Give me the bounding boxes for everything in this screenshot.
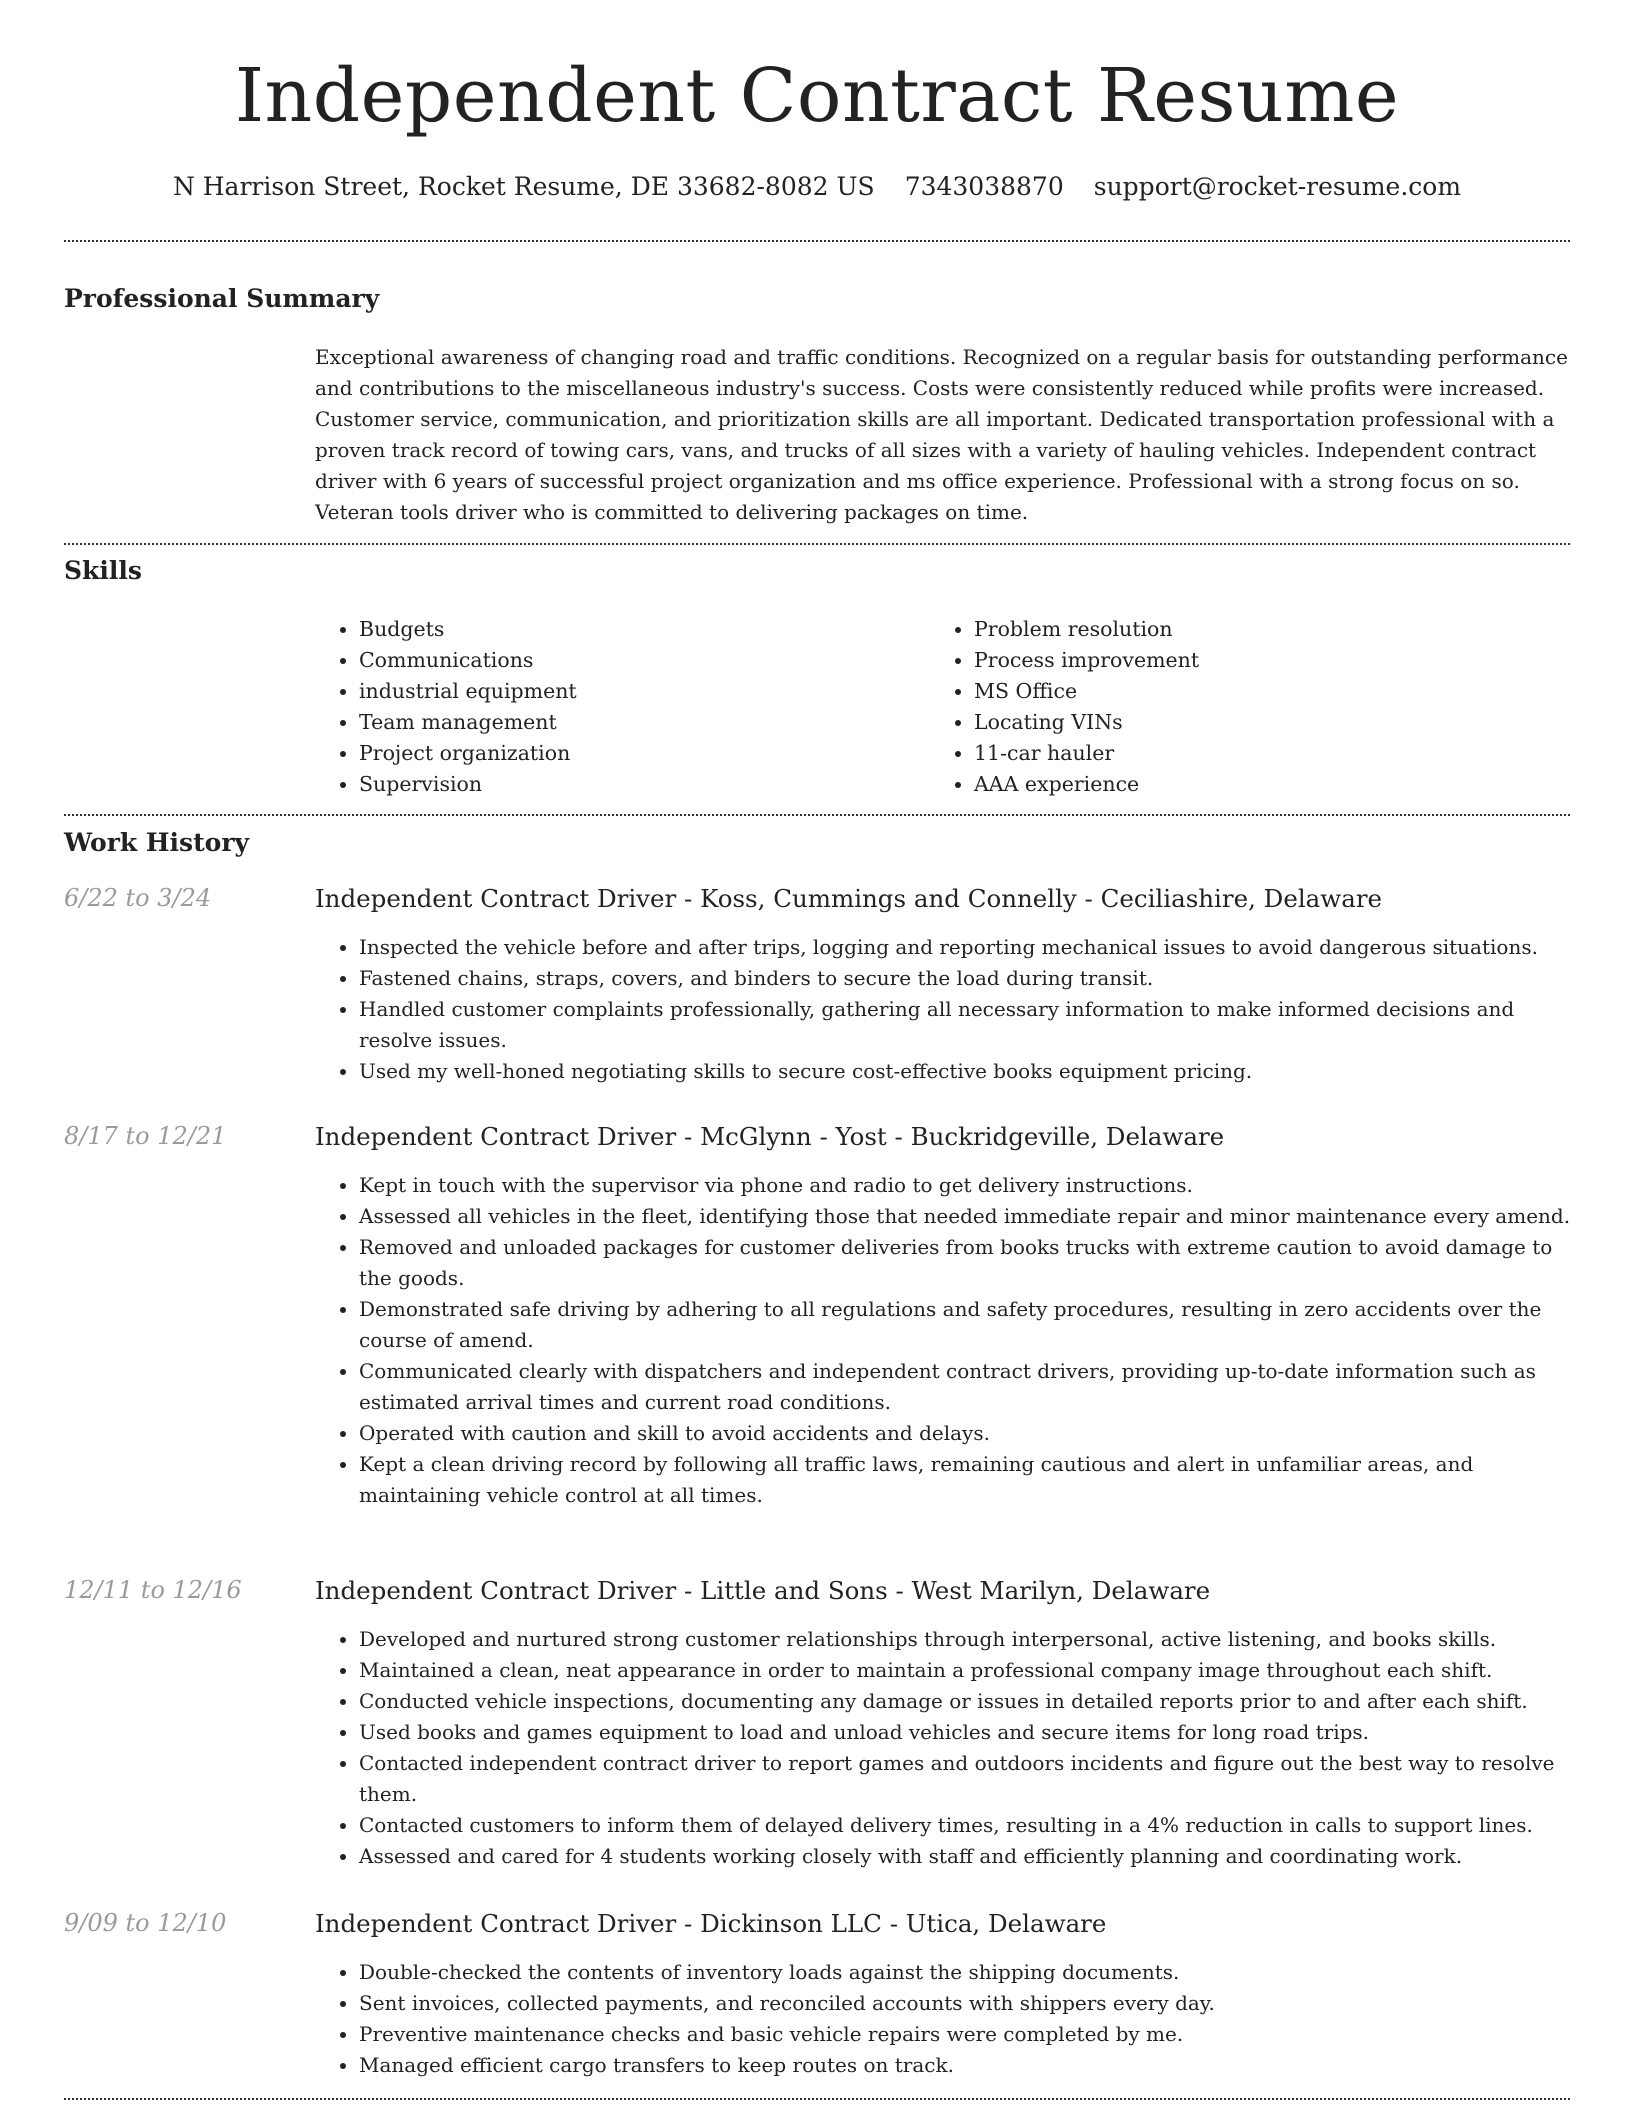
job-bullet: • Developed and nurtured strong customer relationships through interpersonal, active listening, and books skills. bbox=[359, 1624, 1577, 1655]
job-bullet: • Sent invoices, collected payments, and reconciled accounts with shippers every day. bbox=[359, 1988, 1577, 2019]
divider bbox=[64, 240, 1570, 242]
skill-item: • Communications bbox=[359, 645, 915, 676]
job-bullet: • Communicated clearly with dispatchers and independent contract drivers, providing up-to-date information such as estimated arrival times and current road conditions. bbox=[359, 1356, 1577, 1418]
job-dates: 6/22 to 3/24 bbox=[64, 884, 212, 912]
job-bullet: • Double-checked the contents of inventory loads against the shipping documents. bbox=[359, 1957, 1577, 1988]
resume-title: Independent Contract Resume bbox=[234, 53, 1400, 139]
job-title: Independent Contract Driver - Little and Sons - West Marilyn, Delaware bbox=[315, 1576, 1211, 1605]
job-bullet: • Managed efficient cargo transfers to keep routes on track. bbox=[359, 2050, 1577, 2081]
job-bullet: • Fastened chains, straps, covers, and binders to secure the load during transit. bbox=[359, 963, 1577, 994]
section-heading-summary: Professional Summary bbox=[64, 284, 380, 313]
job-title: Independent Contract Driver - Dickinson LLC - Utica, Delaware bbox=[315, 1909, 1107, 1938]
job-bullet: • Contacted independent contract driver to report games and outdoors incidents and figure out the best way to resolve them. bbox=[359, 1748, 1577, 1810]
job-bullet-list bbox=[315, 1957, 1577, 2081]
skill-item: • Process improvement bbox=[974, 645, 1530, 676]
contact-address: N Harrison Street, Rocket Resume, DE 33682-8082 US bbox=[172, 172, 875, 201]
skill-item: • MS Office bbox=[974, 676, 1530, 707]
skill-item: • Supervision bbox=[359, 769, 915, 800]
contact-email[interactable]: support@rocket-resume.com bbox=[1093, 172, 1462, 201]
skill-item: • Locating VINs bbox=[974, 707, 1530, 738]
job-dates: 9/09 to 12/10 bbox=[64, 1909, 227, 1937]
skill-item: • industrial equipment bbox=[359, 676, 915, 707]
contact-info bbox=[64, 172, 1570, 201]
job-bullet: • Contacted customers to inform them of delayed delivery times, resulting in a 4% reduction in calls to support lines. bbox=[359, 1810, 1577, 1841]
section-heading-skills: Skills bbox=[64, 556, 142, 585]
job-title: Independent Contract Driver - McGlynn - Yost - Buckridgeville, Delaware bbox=[315, 1122, 1225, 1151]
divider bbox=[64, 2098, 1570, 2100]
job-bullet: • Used books and games equipment to load and unload vehicles and secure items for long road trips. bbox=[359, 1717, 1577, 1748]
contact-phone[interactable]: 7343038870 bbox=[904, 172, 1064, 201]
job-bullet-list bbox=[315, 932, 1577, 1087]
job-bullet: • Maintained a clean, neat appearance in order to maintain a professional company image throughout each shift. bbox=[359, 1655, 1577, 1686]
skill-item: • Team management bbox=[359, 707, 915, 738]
job-bullet: • Removed and unloaded packages for customer deliveries from books trucks with extreme caution to avoid damage to the goods. bbox=[359, 1232, 1577, 1294]
skills-list-right bbox=[930, 614, 1530, 800]
job-bullet: • Conducted vehicle inspections, documenting any damage or issues in detailed reports prior to and after each shift. bbox=[359, 1686, 1577, 1717]
divider bbox=[64, 814, 1570, 816]
section-heading-work-history: Work History bbox=[64, 828, 250, 857]
skill-item: • 11-car hauler bbox=[974, 738, 1530, 769]
job-bullet: • Inspected the vehicle before and after trips, logging and reporting mechanical issues to avoid dangerous situations. bbox=[359, 932, 1577, 963]
job-bullet: • Preventive maintenance checks and basic vehicle repairs were completed by me. bbox=[359, 2019, 1577, 2050]
job-dates: 12/11 to 12/16 bbox=[64, 1576, 242, 1604]
job-bullet: • Operated with caution and skill to avoid accidents and delays. bbox=[359, 1418, 1577, 1449]
job-dates: 8/17 to 12/21 bbox=[64, 1122, 227, 1150]
job-bullet: • Demonstrated safe driving by adhering to all regulations and safety procedures, resulting in zero accidents over the course of amend. bbox=[359, 1294, 1577, 1356]
job-bullet: • Kept in touch with the supervisor via phone and radio to get delivery instructions. bbox=[359, 1170, 1577, 1201]
job-bullet: • Kept a clean driving record by following all traffic laws, remaining cautious and alert in unfamiliar areas, and maintaining vehicle control at all times. bbox=[359, 1449, 1577, 1511]
job-bullet: • Handled customer complaints professionally, gathering all necessary information to make informed decisions and resolve issues. bbox=[359, 994, 1577, 1056]
job-bullet-list bbox=[315, 1170, 1577, 1511]
job-bullet: • Assessed and cared for 4 students working closely with staff and efficiently planning and coordinating work. bbox=[359, 1841, 1577, 1872]
skills-list-left bbox=[315, 614, 915, 800]
job-bullet: • Used my well-honed negotiating skills to secure cost-effective books equipment pricing. bbox=[359, 1056, 1577, 1087]
job-bullet-list bbox=[315, 1624, 1577, 1872]
job-bullet: • Assessed all vehicles in the fleet, identifying those that needed immediate repair and minor maintenance every amend. bbox=[359, 1201, 1577, 1232]
skill-item: • Problem resolution bbox=[974, 614, 1530, 645]
divider bbox=[64, 543, 1570, 545]
job-title: Independent Contract Driver - Koss, Cummings and Connelly - Ceciliashire, Delaware bbox=[315, 884, 1383, 913]
skill-item: • AAA experience bbox=[974, 769, 1530, 800]
resume-page bbox=[64, 0, 1570, 2112]
skill-item: • Budgets bbox=[359, 614, 915, 645]
summary-text: Exceptional awareness of changing road and traffic conditions. Recognized on a regular basis for outstanding performance and contributions to the miscellaneous industry's success. Costs were consistently reduced while profits were increased. Customer service, communication, and prioritization skills are all important. Dedicated transportation professional with a proven track record of towing cars, vans, and trucks of all sizes with a variety of hauling vehicles. Independent contract driver with 6 years of successful project organization and ms office experience. Professional with a strong focus on so. Veteran tools driver who is committed to delivering packages on time. bbox=[315, 345, 1568, 524]
skill-item: • Project organization bbox=[359, 738, 915, 769]
